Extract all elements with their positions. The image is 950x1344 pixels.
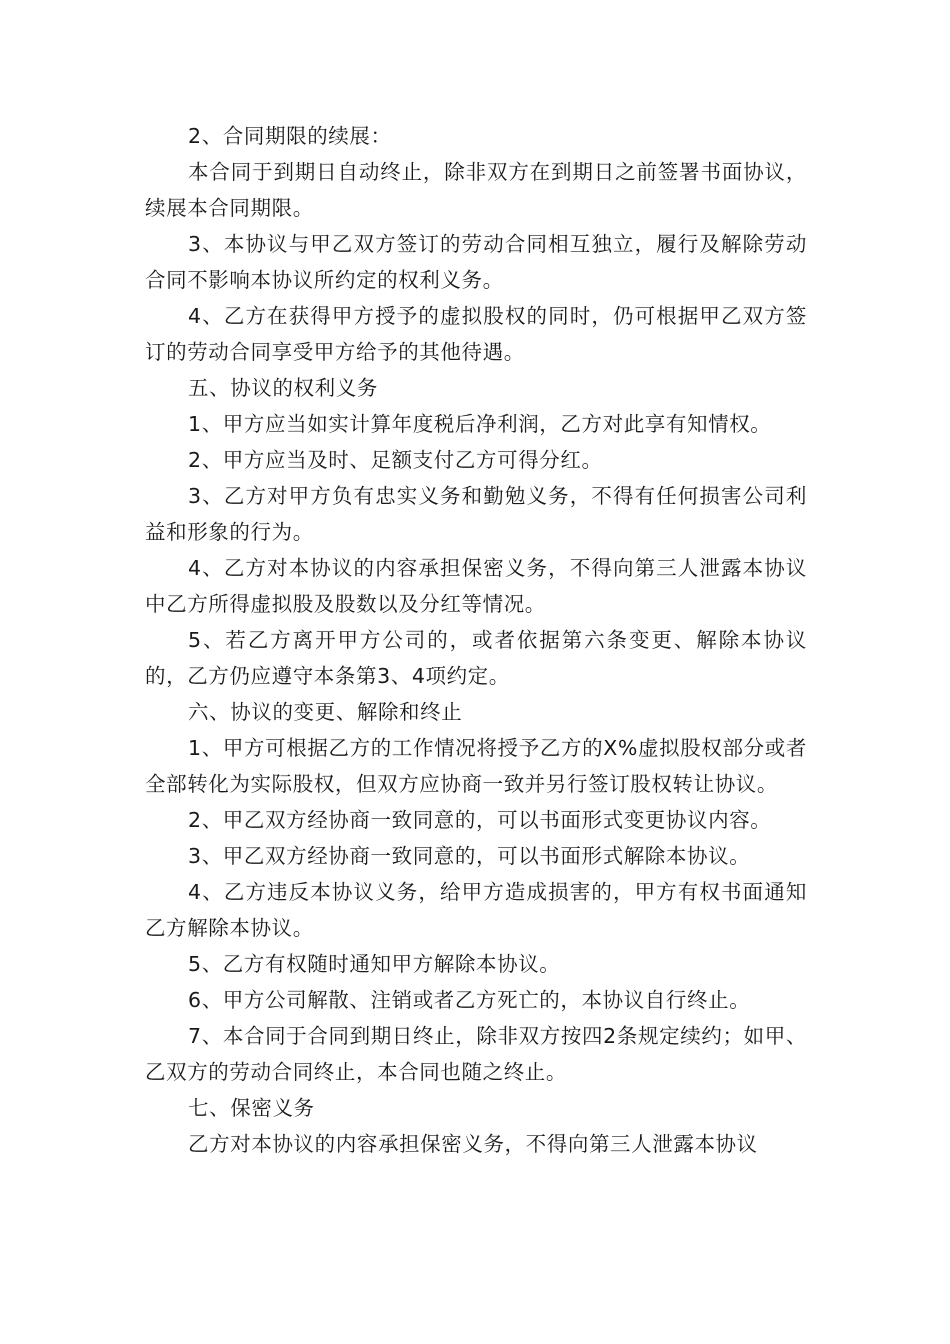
paragraph-renewal-heading: 2、合同期限的续展： bbox=[188, 124, 392, 148]
paragraph-change-3: 3、甲乙双方经协商一致同意的，可以书面形式解除本协议。 bbox=[188, 844, 751, 868]
paragraph-change-4: 4、乙方违反本协议义务，给甲方造成损害的，甲方有权书面通知乙方解除本协议。 bbox=[145, 880, 807, 940]
section-heading-confidentiality: 七、保密义务 bbox=[188, 1096, 315, 1120]
paragraph-rights-4: 4、乙方对本协议的内容承担保密义务，不得向第三人泄露本协议中乙方所得虚拟股及股数以及分红等情况。 bbox=[145, 556, 807, 616]
paragraph-renewal-text: 本合同于到期日自动终止，除非双方在到期日之前签署书面协议，续展本合同期限。 bbox=[145, 160, 807, 220]
paragraph-change-5: 5、乙方有权随时通知甲方解除本协议。 bbox=[188, 952, 561, 976]
paragraph-rights-3: 3、乙方对甲方负有忠实义务和勤勉义务，不得有任何损害公司利益和形象的行为。 bbox=[145, 484, 807, 544]
section-heading-rights-obligations: 五、协议的权利义务 bbox=[188, 376, 378, 400]
paragraph-change-1: 1、甲方可根据乙方的工作情况将授予乙方的X%虚拟股权部分或者全部转化为实际股权，但双方应协商一致并另行签订股权转让协议。 bbox=[145, 736, 807, 796]
paragraph-change-2: 2、甲乙双方经协商一致同意的，可以书面形式变更协议内容。 bbox=[188, 808, 772, 832]
paragraph-clause-4: 4、乙方在获得甲方授予的虚拟股权的同时，仍可根据甲乙双方签订的劳动合同享受甲方给予的其他待遇。 bbox=[145, 304, 807, 364]
paragraph-change-7: 7、本合同于合同到期日终止，除非双方按四2条规定续约；如甲、乙双方的劳动合同终止，本合同也随之终止。 bbox=[145, 1024, 807, 1084]
paragraph-change-6: 6、甲方公司解散、注销或者乙方死亡的，本协议自行终止。 bbox=[188, 988, 751, 1012]
paragraph-confidentiality-text: 乙方对本协议的内容承担保密义务，不得向第三人泄露本协议 bbox=[188, 1132, 758, 1156]
paragraph-rights-2: 2、甲方应当及时、足额支付乙方可得分红。 bbox=[188, 448, 603, 472]
paragraph-rights-1: 1、甲方应当如实计算年度税后净利润，乙方对此享有知情权。 bbox=[188, 412, 772, 436]
document-body bbox=[145, 118, 807, 1162]
section-heading-change-termination: 六、协议的变更、解除和终止 bbox=[188, 700, 463, 724]
paragraph-clause-3: 3、本协议与甲乙双方签订的劳动合同相互独立，履行及解除劳动合同不影响本协议所约定的权利义务。 bbox=[145, 232, 807, 292]
paragraph-rights-5: 5、若乙方离开甲方公司的，或者依据第六条变更、解除本协议的，乙方仍应遵守本条第3、4项约定。 bbox=[145, 628, 807, 688]
